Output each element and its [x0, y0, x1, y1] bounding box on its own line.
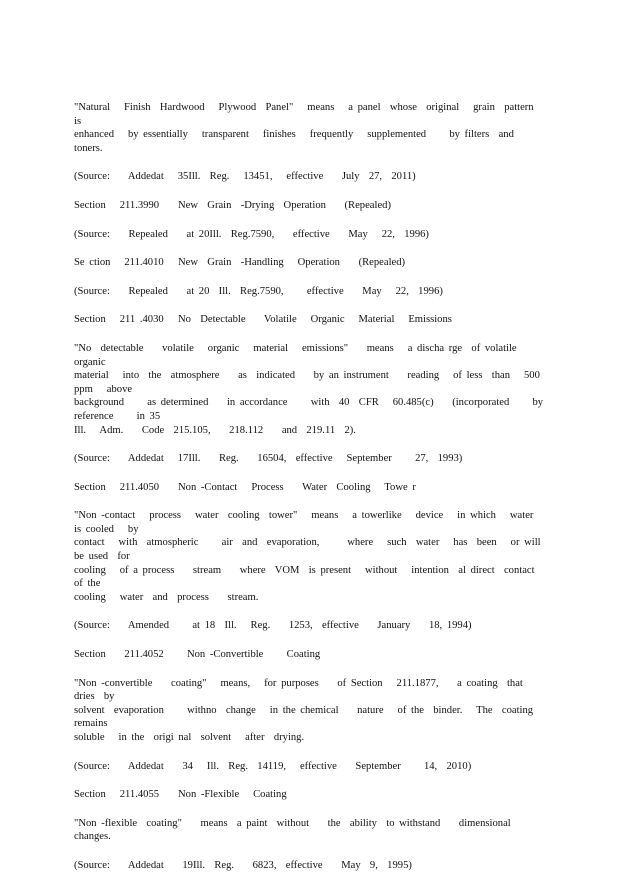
definition-non-contact-process-water-cooling-tower: [74, 509, 550, 604]
section-title: New Grain -Drying Operation (Repealed): [178, 199, 391, 211]
section-number: Section 211.4055: [74, 789, 160, 801]
definition-non-convertible-coating: [74, 677, 548, 745]
line: material into the atmosphere as indicated by an instrument reading of less than 500 ppm above: [74, 370, 550, 395]
line: contact with atmospheric air and evaporation, where such water has been or will be used for: [74, 537, 550, 563]
section-number: Section 211.3990: [74, 199, 160, 211]
section-number: Se ction 211.4010: [74, 257, 164, 269]
line: "Non -convertible coating" means, for purposes of Section 211.1877, a coating that dries by: [74, 677, 533, 703]
line: solvent evaporation withno change in the chemical nature of the binder. The coating remains: [74, 704, 548, 730]
line: background as determined in accordance with 40 CFR 60.485(c) (incorporated by reference in 35: [74, 397, 548, 422]
line: "Natural Finish Hardwood Plywood Panel" means a panel whose original grain pattern is: [74, 102, 548, 127]
section-heading-211-4052: [74, 648, 544, 662]
section-heading-211-4010: [74, 256, 544, 270]
line: soluble in the origi nal solvent after drying.: [74, 732, 305, 743]
source-note: (Source: Amended at 18 Ill. Reg. 1253, effective January 18, 1994): [74, 620, 472, 632]
source-note: (Source: Addedat 17Ill. Reg. 16504, effective September 27, 1993): [74, 453, 463, 465]
line: "Non -contact process water cooling tower" means a towerlike device in which water is cooled by: [74, 510, 543, 535]
source-note: (Source: Repealed at 20Ill. Reg.7590, effective May 22, 1996): [74, 228, 429, 240]
line: enhanced by essentially transparent finishes frequently supplemented by filters and toners.: [74, 129, 524, 154]
line: cooling of a process stream where VOM is present without intention al direct contact of the: [74, 564, 549, 590]
line: Ill. Adm. Code 215.105, 218.112 and 219.11 2).: [74, 424, 356, 436]
section-title: New Grain -Handling Operation (Repealed): [178, 257, 406, 269]
section-heading-211-4050: [74, 481, 544, 495]
definition-no-detectable-voc-emissions: [74, 342, 550, 437]
section-title: Non -Flexible Coating: [178, 789, 287, 801]
section-number: Section 211.4052: [74, 649, 164, 661]
section-heading-211-4030: [74, 313, 544, 327]
section-title: No Detectable Volatile Organic Material Emissions: [178, 314, 452, 326]
definition-non-flexible-coating: [74, 817, 544, 844]
line: "No detectable volatile organic material emissions" means a discha rge of volatile organic: [74, 342, 531, 368]
source-note: (Source: Addedat 34 Ill. Reg. 14119, effective September 14, 2010): [74, 760, 472, 772]
section-number: Section 211.4050: [74, 481, 160, 493]
line: cooling water and process stream.: [74, 591, 259, 603]
section-heading-211-3990: [74, 199, 544, 213]
section-number: Section 211 .4030: [74, 314, 164, 326]
document-page: [74, 101, 550, 873]
line: "Non -flexible coating" means a paint without the ability to withstand dimensional changes.: [74, 817, 534, 843]
definition-natural-finish-hardwood-plywood-panel: [74, 101, 548, 155]
section-title: Non -Contact Process Water Cooling Towe r: [178, 481, 416, 493]
source-note: (Source: Repealed at 20 Ill. Reg.7590, effective May 22, 1996): [74, 285, 443, 297]
source-note: (Source: Addedat 19Ill. Reg. 6823, effective May 9, 1995): [74, 859, 412, 871]
source-note: (Source: Addedat 35Ill. Reg. 13451, effective July 27, 2011): [74, 171, 416, 183]
section-title: Non -Convertible Coating: [186, 649, 321, 661]
